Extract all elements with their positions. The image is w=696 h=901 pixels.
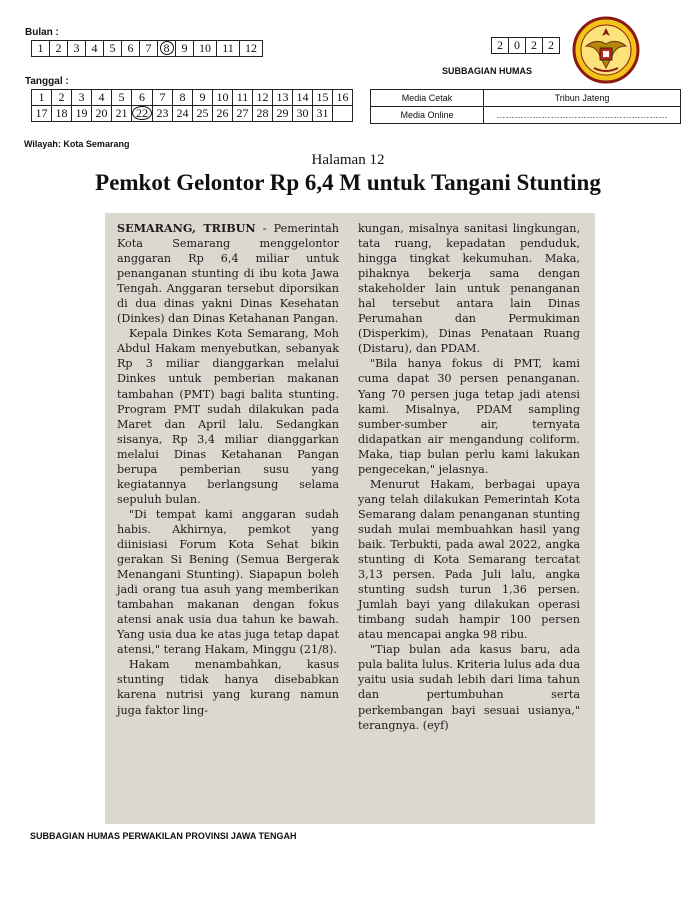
article-paragraph: "Di tempat kami anggaran sudah habis. Akhirnya, pemkot yang diinisiasi Forum Kota Sehat bikin gerakan Si Bening (Semua Bergerak Menangani Stunting). Siapapun boleh jadi orang tua asuh yang memberikan tambahan makanan dengan fokus atensi anak usia dua tahun ke bawah. Yang usia dua ke atas juga tetap dapat atensi," terang Hakam, Minggu (21/8). bbox=[117, 507, 339, 657]
day-cell bbox=[313, 90, 333, 106]
month-cell bbox=[217, 41, 240, 57]
day-cell bbox=[273, 106, 293, 122]
selected-day-mark: 22 bbox=[132, 106, 152, 120]
day-cell bbox=[92, 90, 112, 106]
article-paragraph: "Bila hanya fokus di PMT, kami cuma dapat 30 persen penanganan. Yang 70 persen juga tetap jadi atensi kami. Misalnya, PDAM sampling sumber-sumber air, ternyata didapatkan air mengandung coliform. Maka, tiap bulan perlu kami lakukan pengecekan," jelasnya. bbox=[358, 357, 580, 476]
month-number: 3 bbox=[73, 41, 80, 55]
garuda-emblem-icon bbox=[572, 16, 640, 84]
day-cell bbox=[313, 106, 333, 122]
article-paragraph: Kepala Dinkes Kota Semarang, Moh Abdul Hakam menyebutkan, sebanyak Rp 3 miliar dianggarkan melalui Dinkes untuk pemberian makanan tambahan (PMT) bagi balita stunting. Program PMT sudah dilakukan pada Maret dan April lalu. Sedangkan sisanya, Rp 3,4 miliar dianggarkan melalui Dinas Ketahanan Pangan berupa pemberian susu yang kegiatannya berlangsung selama sepuluh bulan. bbox=[117, 327, 339, 506]
article-paragraph: SEMARANG, TRIBUN - Pemerintah Kota Semarang menggelontor anggaran Rp 6,4 miliar untuk penanganan stunting di ibu kota Jawa Tengah. Anggaran tersebut diporsikan di dua dinas yakni Dinas Kesehatan (Dinkes) dan Dinas Ketahanan Pangan. bbox=[117, 221, 339, 326]
media-cetak-value: Tribun Jateng bbox=[484, 90, 681, 107]
month-number: 1 bbox=[37, 41, 44, 55]
year-digit-cell bbox=[543, 38, 560, 54]
day-number: 18 bbox=[55, 106, 68, 120]
day-cell bbox=[32, 90, 52, 106]
newspaper-clipping bbox=[105, 213, 595, 824]
day-cell bbox=[153, 106, 173, 122]
day-cell bbox=[173, 106, 193, 122]
month-cell bbox=[86, 41, 104, 57]
year-digit-cell bbox=[509, 38, 526, 54]
media-online-value: ………………………………………………… bbox=[484, 107, 681, 124]
month-number: 2 bbox=[55, 41, 62, 55]
day-cell bbox=[273, 90, 293, 106]
month-number: 5 bbox=[109, 41, 116, 55]
year-digit-cell bbox=[526, 38, 543, 54]
day-cell bbox=[72, 90, 92, 106]
day-number: 3 bbox=[78, 90, 85, 104]
selected-month-mark: 8 bbox=[160, 41, 174, 55]
day-cell bbox=[333, 106, 353, 122]
day-number: 7 bbox=[159, 90, 166, 104]
day-cell bbox=[173, 90, 193, 106]
month-cell bbox=[50, 41, 68, 57]
day-number: 30 bbox=[296, 106, 309, 120]
day-cell bbox=[112, 106, 132, 122]
month-cell bbox=[104, 41, 122, 57]
month-cell bbox=[122, 41, 140, 57]
day-cell bbox=[213, 106, 233, 122]
day-number: 14 bbox=[296, 90, 309, 104]
media-cetak-label: Media Cetak bbox=[371, 90, 484, 107]
day-number: 11 bbox=[236, 90, 249, 104]
month-number: 4 bbox=[91, 41, 98, 55]
day-number: 29 bbox=[276, 106, 289, 120]
day-cell bbox=[293, 90, 313, 106]
month-cell bbox=[176, 41, 194, 57]
month-cell bbox=[140, 41, 158, 57]
day-cell bbox=[293, 106, 313, 122]
day-number: 19 bbox=[75, 106, 88, 120]
day-number: 24 bbox=[176, 106, 189, 120]
year-digit-number: 0 bbox=[514, 38, 520, 52]
footer-label: SUBBAGIAN HUMAS PERWAKILAN PROVINSI JAWA TENGAH bbox=[30, 831, 297, 841]
month-cell bbox=[32, 41, 50, 57]
day-cell bbox=[233, 90, 253, 106]
day-cell bbox=[132, 90, 153, 106]
wilayah-label: Wilayah: Kota Semarang bbox=[24, 139, 130, 149]
day-cell bbox=[193, 106, 213, 122]
article-dateline: SEMARANG, TRIBUN bbox=[117, 221, 256, 235]
year-digit-number: 2 bbox=[497, 38, 503, 52]
day-cell bbox=[253, 90, 273, 106]
article-column-left bbox=[117, 221, 339, 718]
department-label: SUBBAGIAN HUMAS bbox=[442, 66, 532, 76]
day-cell bbox=[92, 106, 112, 122]
day-cell bbox=[193, 90, 213, 106]
day-cell bbox=[153, 90, 173, 106]
month-number: 11 bbox=[222, 41, 234, 55]
day-number: 6 bbox=[139, 90, 145, 104]
month-number: 6 bbox=[127, 41, 134, 55]
day-cell bbox=[213, 90, 233, 106]
month-cell bbox=[68, 41, 86, 57]
day-number: 1 bbox=[38, 90, 45, 104]
article-paragraph: "Tiap bulan ada kasus baru, ada pula balita lulus. Kriteria lulus ada dua yaitu usia sudah lebih dari lima tahun dan pertumbuhan serta perkembangan bayi sesuai usianya," terangnya. (eyf) bbox=[358, 643, 580, 732]
day-number: 13 bbox=[276, 90, 289, 104]
day-number: 16 bbox=[336, 90, 349, 104]
day-number: 26 bbox=[216, 106, 229, 120]
media-online-label: Media Online bbox=[371, 107, 484, 124]
article-title: Pemkot Gelontor Rp 6,4 M untuk Tangani Stunting bbox=[95, 170, 601, 195]
article-paragraph: Hakam menambahkan, kasus stunting tidak hanya disebabkan karena nutrisi yang kurang namun juga faktor ling- bbox=[117, 658, 339, 717]
year-digit-number: 2 bbox=[531, 38, 537, 52]
day-cell bbox=[253, 106, 273, 122]
day-number: 21 bbox=[115, 106, 128, 120]
month-cell bbox=[240, 41, 263, 57]
day-cell bbox=[32, 106, 52, 122]
day-cell bbox=[233, 106, 253, 122]
day-number: 23 bbox=[156, 106, 169, 120]
day-number: 12 bbox=[256, 90, 269, 104]
day-number: 8 bbox=[179, 90, 186, 104]
day-number: 15 bbox=[316, 90, 329, 104]
day-number: 31 bbox=[316, 106, 329, 120]
day-number: 9 bbox=[199, 90, 206, 104]
tanggal-label: Tanggal : bbox=[25, 76, 69, 87]
day-number: 25 bbox=[196, 106, 209, 120]
page-number: Halaman 12 bbox=[311, 152, 385, 168]
month-number: 12 bbox=[245, 41, 257, 55]
year-digit-cell bbox=[492, 38, 509, 54]
month-number: 9 bbox=[181, 41, 188, 55]
day-number: 17 bbox=[35, 106, 48, 120]
day-cell bbox=[333, 90, 353, 106]
day-cell bbox=[52, 106, 72, 122]
day-number: 2 bbox=[58, 90, 65, 104]
month-grid bbox=[31, 40, 263, 57]
day-number: 5 bbox=[118, 90, 125, 104]
day-number: 10 bbox=[216, 90, 229, 104]
month-cell bbox=[158, 41, 176, 57]
year-digit-number: 2 bbox=[548, 38, 554, 52]
bulan-label: Bulan : bbox=[25, 27, 59, 38]
day-number: 27 bbox=[236, 106, 249, 120]
day-cell bbox=[52, 90, 72, 106]
article-paragraph: Menurut Hakam, berbagai upaya yang telah dilakukan Pemerintah Kota Semarang dalam penanganan stunting sudah mulai membuahkan hasil yang baik. Terbukti, pada awal 2022, angka stunting di Kota Semarang tercatat 3,13 persen. Pada Juli lalu, angka stunting sudsh turun 1,36 persen. Jumlah bayi yang dilakukan operasi timbang sudah hampir 100 persen atau mencapai angka 98 ribu. bbox=[358, 477, 580, 642]
day-cell bbox=[112, 90, 132, 106]
day-number: 20 bbox=[95, 106, 108, 120]
month-number: 7 bbox=[145, 41, 152, 55]
month-number: 10 bbox=[199, 41, 211, 55]
day-cell bbox=[72, 106, 92, 122]
year-grid bbox=[491, 37, 560, 54]
article-paragraph: kungan, misalnya sanitasi lingkungan, tata ruang, kepadatan penduduk, hingga tingkat kekumuhan. Maka, pihaknya bekerja sama dengan stakeholder lain untuk penanganan hal tersebut antara lain Dinas Perumahan dan Permukiman (Disperkim), Dinas Penataan Ruang (Distaru), dan PDAM. bbox=[358, 222, 580, 356]
article-column-right bbox=[358, 221, 580, 733]
day-number: 4 bbox=[98, 90, 105, 104]
media-table bbox=[370, 89, 681, 124]
month-cell bbox=[194, 41, 217, 57]
day-number: 28 bbox=[256, 106, 269, 120]
day-grid bbox=[31, 89, 353, 122]
day-cell bbox=[132, 106, 153, 122]
